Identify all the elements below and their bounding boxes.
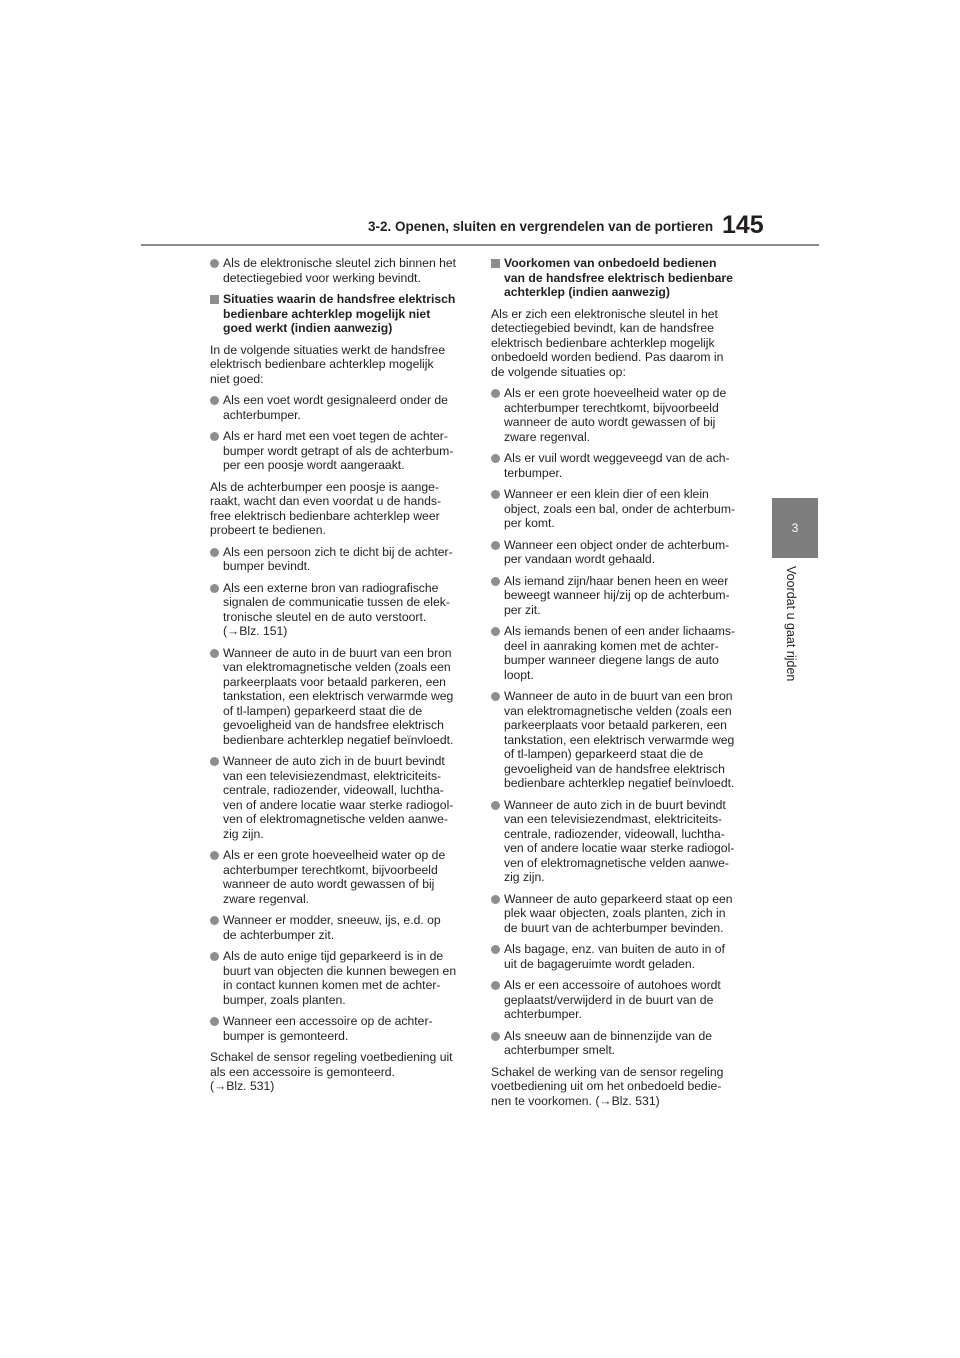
section-heading [491, 256, 751, 300]
bullet-item [491, 798, 751, 885]
block-text: Situaties waarin de handsfree elektrisch bedienbare achterklep mogelijk niet goed werkt (indien aanwezig) [223, 292, 456, 335]
section-heading [210, 292, 470, 336]
bullet-dot-icon [491, 895, 500, 904]
bullet-dot-icon [210, 259, 219, 268]
bullet-item [491, 892, 751, 936]
block-text: Wanneer de auto zich in de buurt bevindt van een televisiezendmast, elektriciteits- centrale, radiozender, videowall, luchtha- ven of andere locatie waar sterke radiogol- ven of elektromagnetische velden aanwe- zig zijn. [223, 754, 454, 841]
bullet-dot-icon [210, 1017, 219, 1026]
bullet-dot-icon [210, 952, 219, 961]
block-text: Voorkomen van onbedoeld bedienen van de handsfree elektrisch bedienbare achterklep (indien aanwezig) [504, 256, 733, 299]
block-text: Wanneer de auto in de buurt van een bron van elektromagnetische velden (zoals een parkeerplaats voor betaald parkeren, een tankstation, een elektrisch verwarmde weg of tl-lampen) geparkeerd staat die de gevoeligheid van de handsfree elektrisch bedienbare achterklep negatief beïnvloedt. [504, 689, 735, 790]
paragraph [491, 1065, 751, 1109]
section-title: 3-2. Openen, sluiten en vergrendelen van de portieren [368, 219, 714, 234]
left-column [210, 256, 470, 1101]
bullet-item [491, 487, 751, 531]
paragraph [491, 307, 751, 380]
bullet-item [210, 754, 470, 841]
chapter-tab[interactable] [772, 498, 818, 558]
chapter-label: Voordat u gaat rijden [784, 566, 798, 682]
block-text: Als er zich een elektronische sleutel in het detectiegebied bevindt, kan de handsfree elektrisch bedienbare achterklep mogelijk onbedoeld worden bediend. Pas daarom in de volgende situaties op: [491, 306, 724, 379]
bullet-item [210, 393, 470, 422]
block-text: Wanneer de auto zich in de buurt bevindt van een televisiezendmast, elektriciteits- centrale, radiozender, videowall, luchtha- ven of andere locatie waar sterke radiogol- ven of elektromagnetische velden aanwe- zig zijn. [504, 797, 735, 884]
block-text: Als een voet wordt gesignaleerd onder de achterbumper. [223, 393, 448, 422]
bullet-dot-icon [210, 396, 219, 405]
block-text: Als de achterbumper een poosje is aange- raakt, wacht dan even voordat u de hands- free elektrisch bedienbare achterklep weer probeert te bedienen. [210, 479, 442, 537]
bullet-dot-icon [210, 584, 219, 593]
bullet-item [491, 451, 751, 480]
page-number: 145 [722, 211, 764, 239]
paragraph [210, 1050, 470, 1094]
bullet-item [210, 646, 470, 748]
bullet-item [491, 1029, 751, 1058]
header-divider [141, 244, 819, 246]
bullet-item [491, 386, 751, 444]
bullet-item [491, 942, 751, 971]
bullet-item [210, 949, 470, 1007]
bullet-dot-icon [491, 981, 500, 990]
bullet-item [210, 581, 470, 639]
bullet-dot-icon [491, 454, 500, 463]
bullet-dot-icon [491, 627, 500, 636]
block-text: Als de elektronische sleutel zich binnen het detectiegebied voor werking bevindt. [223, 256, 457, 285]
bullet-item [491, 978, 751, 1022]
block-text: Als er een grote hoeveelheid water op de achterbumper terechtkomt, bijvoorbeeld wanneer de auto wordt gewassen of bij zware regenval. [223, 848, 446, 906]
bullet-item [210, 256, 470, 285]
block-text: Wanneer de auto in de buurt van een bron van elektromagnetische velden (zoals een parkeerplaats voor betaald parkeren, een tankstation, een elektrisch verwarmde weg of tl-lampen) geparkeerd staat die de gevoeligheid van de handsfree elektrisch bedienbare achterklep negatief beïnvloedt. [223, 645, 454, 747]
bullet-dot-icon [491, 1032, 500, 1041]
bullet-dot-icon [210, 851, 219, 860]
bullet-dot-icon [491, 389, 500, 398]
block-text: Wanneer een accessoire op de achter- bumper is gemonteerd. [223, 1014, 433, 1043]
block-text: In de volgende situaties werkt de handsfree elektrisch bedienbare achterklep mogelijk niet goed: [210, 342, 446, 386]
bullet-dot-icon [491, 945, 500, 954]
chapter-number: 3 [791, 521, 799, 535]
bullet-item [210, 913, 470, 942]
paragraph [210, 480, 470, 538]
block-text: Als de auto enige tijd geparkeerd is in de buurt van objecten die kunnen bewegen en in contact kunnen komen met de achter- bumper, zoals planten. [223, 949, 457, 1007]
block-text: Schakel de werking van de sensor regeling voetbediening uit om het onbedoeld bedie- nen te voorkomen. (→Blz. 531) [491, 1064, 724, 1108]
block-text: Als iemands benen of een ander lichaams- deel in aanraking komen met de achter- bumper wanneer diegene langs de auto loopt. [504, 624, 736, 682]
heading-square-icon [491, 259, 500, 268]
block-text: Als bagage, enz. van buiten de auto in of uit de bagageruimte wordt geladen. [504, 942, 725, 971]
block-text: Als er vuil wordt weggeveegd van de ach- terbumper. [504, 451, 730, 480]
block-text: Wanneer er modder, sneeuw, ijs, e.d. op de achterbumper zit. [223, 913, 441, 942]
bullet-dot-icon [210, 432, 219, 441]
bullet-dot-icon [491, 490, 500, 499]
bullet-dot-icon [210, 548, 219, 557]
block-text: Als er een grote hoeveelheid water op de achterbumper terechtkomt, bijvoorbeeld wanneer de auto wordt gewassen of bij zware regenval. [504, 386, 727, 444]
bullet-item [491, 574, 751, 618]
bullet-item [210, 545, 470, 574]
bullet-dot-icon [491, 801, 500, 810]
bullet-item [491, 689, 751, 791]
block-text: Als er hard met een voet tegen de achter- bumper wordt getrapt of als de achterbum- per een poosje wordt aangeraakt. [223, 429, 454, 472]
bullet-dot-icon [491, 692, 500, 701]
block-text: Schakel de sensor regeling voetbediening uit als een accessoire is gemonteerd. (→Blz. 531) [210, 1050, 453, 1093]
block-text: Als een persoon zich te dicht bij de achter- bumper bevindt. [223, 544, 453, 573]
bullet-dot-icon [210, 757, 219, 766]
bullet-item [491, 538, 751, 567]
bullet-dot-icon [491, 577, 500, 586]
bullet-dot-icon [491, 541, 500, 550]
block-text: Wanneer een object onder de achterbum- per vandaan wordt gehaald. [504, 537, 730, 566]
bullet-item [210, 848, 470, 906]
block-text: Als sneeuw aan de binnenzijde van de achterbumper smelt. [504, 1028, 713, 1057]
paragraph [210, 343, 470, 387]
bullet-item [210, 1014, 470, 1043]
bullet-item [491, 624, 751, 682]
block-text: Als iemand zijn/haar benen heen en weer beweegt wanneer hij/zij op de achterbum- per zit. [504, 573, 730, 617]
block-text: Als er een accessoire of autohoes wordt geplaatst/verwijderd in de buurt van de achterbumper. [504, 978, 721, 1021]
block-text: Wanneer de auto geparkeerd staat op een plek waar objecten, zoals planten, zich in de buurt van de achterbumper bevinden. [504, 891, 733, 935]
block-text: Als een externe bron van radiografische signalen de communicatie tussen de elek- tronische sleutel en de auto verstoort. (→Blz. 151) [223, 580, 450, 638]
bullet-dot-icon [210, 916, 219, 925]
block-text: Wanneer er een klein dier of een klein object, zoals een bal, onder de achterbum- per komt. [504, 487, 736, 530]
bullet-dot-icon [210, 649, 219, 658]
right-column [491, 256, 751, 1115]
bullet-item [210, 429, 470, 473]
heading-square-icon [210, 295, 219, 304]
